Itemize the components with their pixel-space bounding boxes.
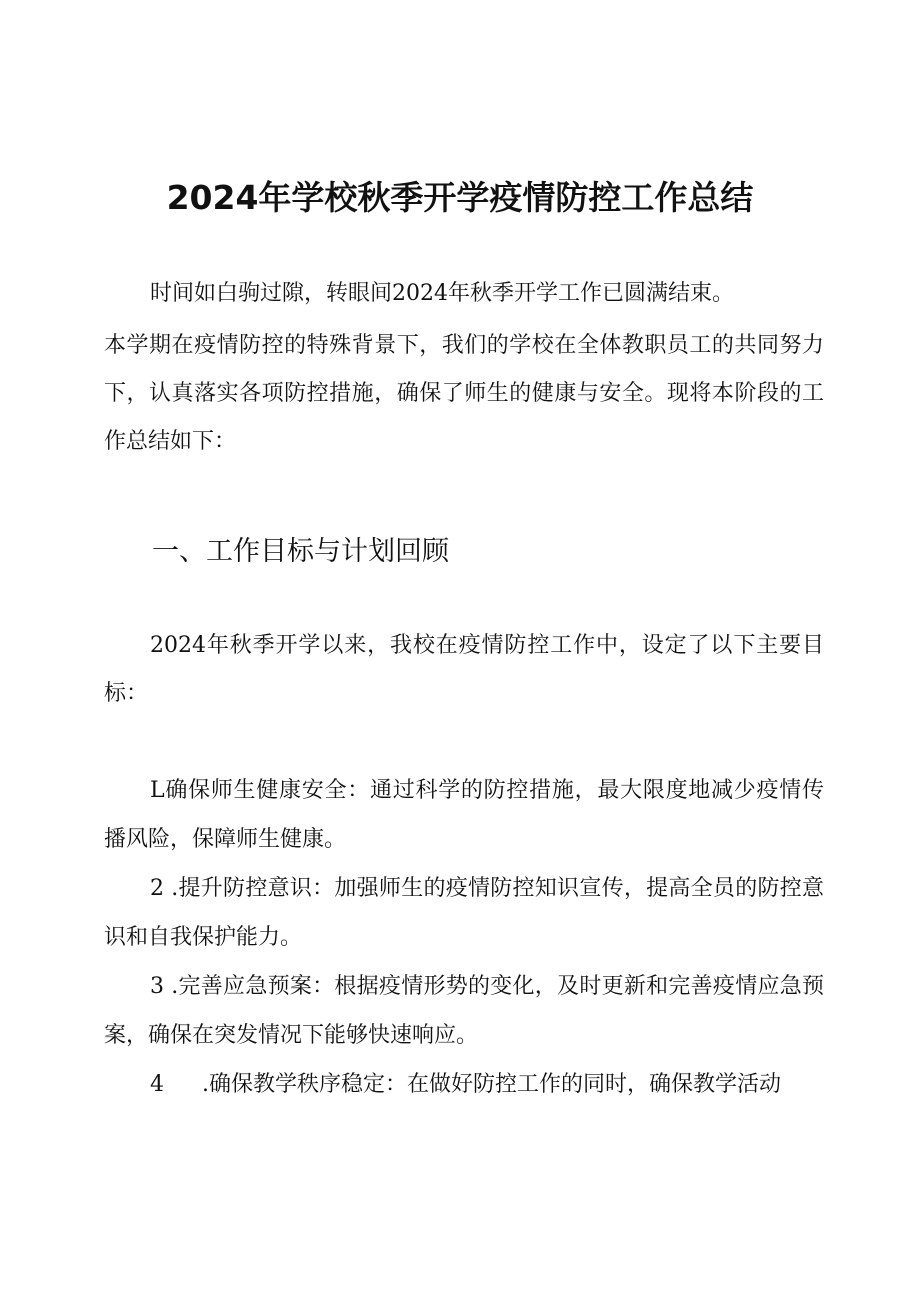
list-item-text: 确保师生健康安全：通过科学的防控措施，最大限度地减少疫情传播风险，保障师生健康。 bbox=[104, 778, 824, 852]
intro-paragraph: 本学期在疫情防控的特殊背景下，我们的学校在全体教职员工的共同努力下，认真落实各项防控措施，确保了师生的健康与安全。现将本阶段的工作总结如下： bbox=[104, 333, 824, 454]
list-item-number: 2 bbox=[150, 876, 164, 901]
list-item bbox=[104, 962, 824, 1060]
list-item-number: L bbox=[150, 778, 165, 803]
list-item bbox=[104, 766, 824, 864]
list-item bbox=[104, 1060, 824, 1109]
list-item-text: .提升防控意识：加强师生的疫情防控知识宣传，提高全员的防控意识和自我保护能力。 bbox=[104, 876, 824, 950]
list-item-text: .完善应急预案：根据疫情形势的变化，及时更新和完善疫情应急预案，确保在突发情况下能够快速响应。 bbox=[104, 974, 824, 1048]
list-item-number: 3 bbox=[150, 974, 164, 999]
list-item-number: 4 bbox=[150, 1072, 164, 1097]
section-lead-paragraph: 2024年秋季开学以来，我校在疫情防控工作中，设定了以下主要目标： bbox=[104, 633, 824, 706]
list-item-text: .确保教学秩序稳定：在做好防控工作的同时，确保教学活动 bbox=[202, 1072, 781, 1097]
document-title: 2024年学校秋季开学疫情防控工作总结 bbox=[166, 178, 754, 217]
section-heading: 一、工作目标与计划回顾 bbox=[152, 536, 449, 567]
intro-first-line: 时间如白驹过隙，转眼间2024年秋季开学工作已圆满结束。 bbox=[150, 281, 734, 306]
list-item bbox=[104, 864, 824, 962]
